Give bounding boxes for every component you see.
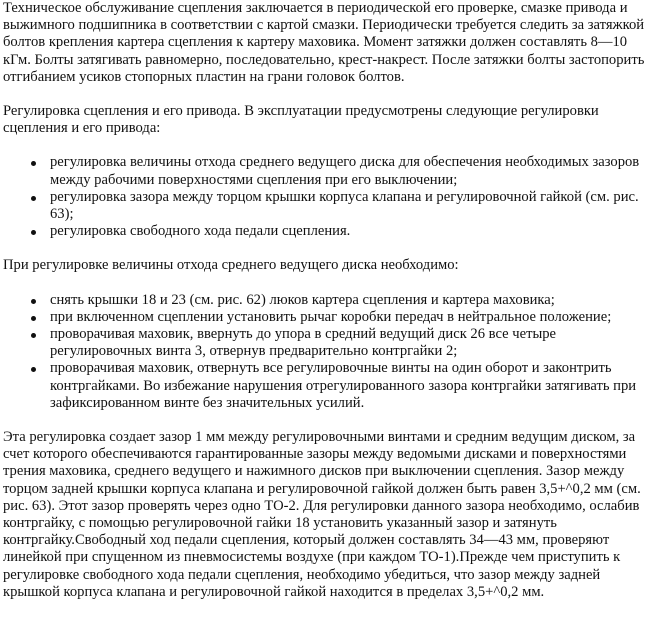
- list-item: регулировка свободного хода педали сцепления.: [3, 223, 658, 240]
- list-item: проворачивая маховик, ввернуть до упора в средний ведущий диск 26 все четыре регулировочных винта 3, отвернув предварительно контргайки 2;: [3, 326, 658, 360]
- list-item: при включенном сцеплении установить рычаг коробки передач в нейтральное положение;: [3, 309, 658, 326]
- bullet-icon: [31, 230, 36, 235]
- spacer: [3, 240, 658, 257]
- paragraph-final-part-3: Свободный ход педали сцепления, который должен составлять 34—43 мм, проверяют линейкой при спущенном из пневмосистемы воздухе (при каждом ТО-1).Прежде чем приступить к регулировке свободного хода педали сцепления, необходимо убедиться, что зазор между задней крышкой корпуса клапана и регулировочной гайкой находится в пределах 3,5+^0,2 мм.: [3, 532, 621, 600]
- bullet-icon: [31, 196, 36, 201]
- paragraph-final-part-1: Эта регулировка создает зазор 1 мм между регулировочными винтами и средним ведущим диском, за счет которого обеспечиваются гарантированные зазоры между ведомыми дисками и поверхностями трения маховика, среднего ведущего и нажимного дисков при выключении сцепления.: [3, 429, 636, 480]
- paragraph-final-part-2: Зазор между торцом задней крышки корпуса клапана и регулировочной гайкой должен быть равен 3,5+^0,2 мм (см. рис. 63). Этот зазор проверять через одно ТО-2. Для регулировки данного зазора необходимо, ослабив контргайку, с помощью регулировочной гайки 18 установить указанный зазор и затянуть контргайку.: [3, 463, 641, 549]
- bullet-icon: [31, 316, 36, 321]
- bullet-icon: [31, 367, 36, 372]
- spacer: [3, 86, 658, 103]
- paragraph-disc-intro: При регулировке величины отхода среднего ведущего диска необходимо:: [3, 257, 459, 274]
- bullet-icon: [31, 333, 36, 338]
- disc-steps-list: [3, 292, 658, 412]
- spacer: [3, 412, 658, 429]
- spacer: [3, 137, 658, 154]
- adjustments-list: [3, 154, 658, 240]
- list-item: снять крышки 18 и 23 (см. рис. 62) люков картера сцепления и картера маховика;: [3, 292, 658, 309]
- paragraph-adjustments-intro: Регулировка сцепления и его привода. В эксплуатации предусмотрены следующие регулировки сцепления и его привода:: [3, 103, 599, 137]
- bullet-icon: [31, 161, 36, 166]
- list-item: проворачивая маховик, отвернуть все регулировочные винты на один оборот и законтрить контргайками. Во избежание нарушения отрегулированного зазора контргайки затягивать при зафиксированном винте без значительных усилий.: [3, 360, 658, 412]
- paragraph-final: [3, 429, 658, 601]
- list-item: регулировка величины отхода среднего ведущего диска для обеспечения необходимых зазоров между рабочими поверхностями сцепления при его выключении;: [3, 154, 658, 188]
- bullet-icon: [31, 299, 36, 304]
- spacer: [3, 275, 658, 292]
- paragraph-maintenance: Техническое обслуживание сцепления заключается в периодической его проверке, смазке привода и выжимного подшипника в соответствии с картой смазки. Периодически требуется следить за затяжкой болтов крепления картера сцепления к картеру маховика. Момент затяжки должен составлять 8—10 кГм. Болты затягивать равномерно, последовательно, крест-накрест. После затяжки болты застопорить отгибанием усиков стопорных пластин на грани головок болтов.: [3, 0, 645, 85]
- list-item: регулировка зазора между торцом крышки корпуса клапана и регулировочной гайкой (см. рис. 63);: [3, 189, 658, 223]
